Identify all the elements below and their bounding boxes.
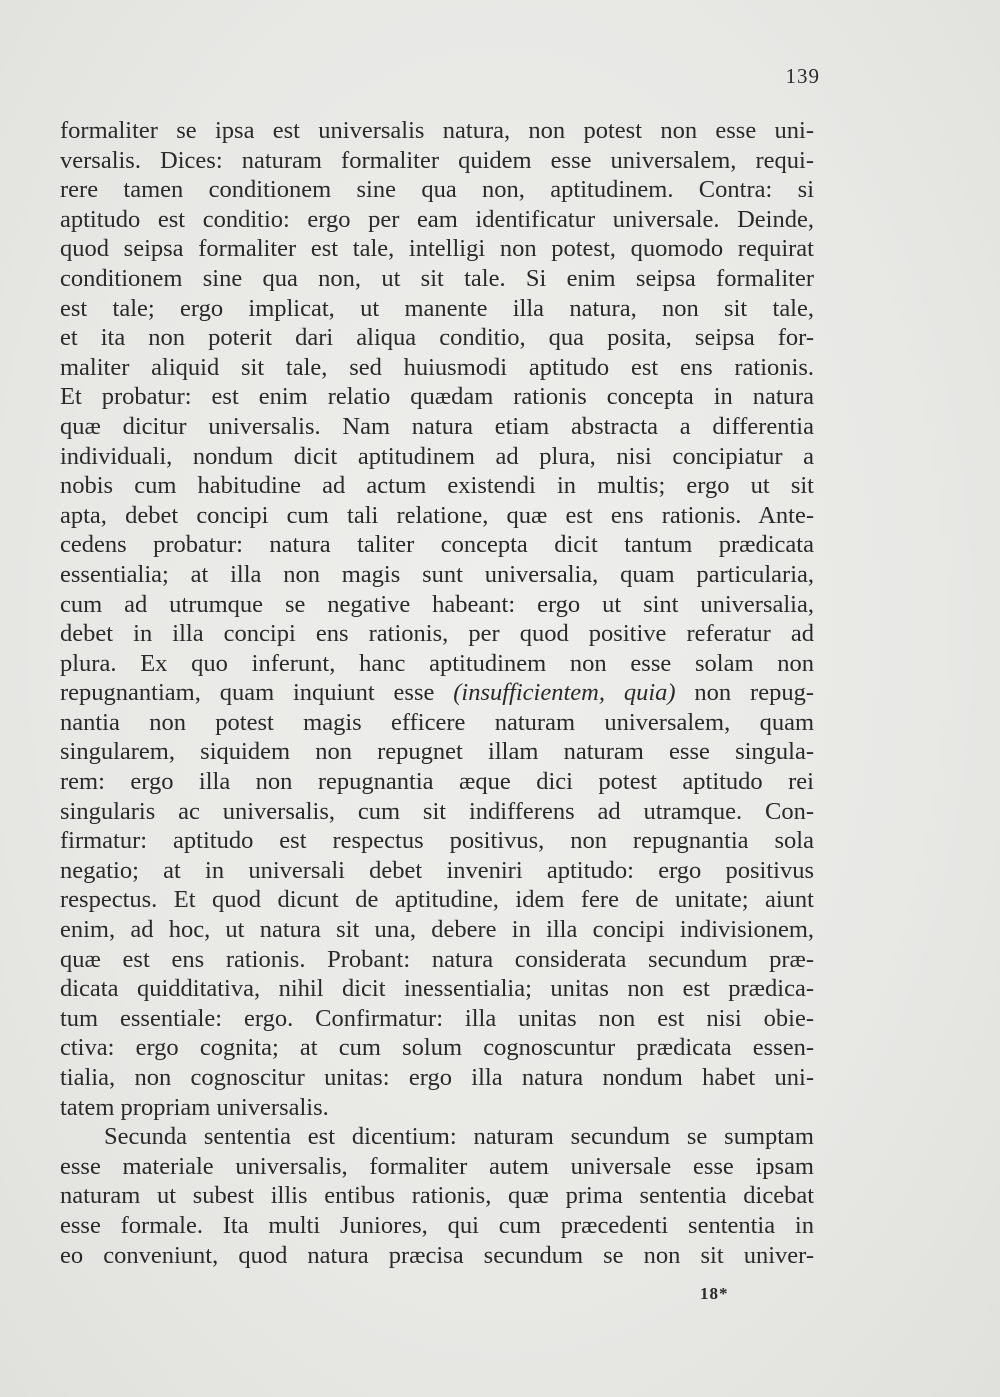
text-line: quæ dicitur universalis. Nam natura etiam abstracta a differentia [60,412,814,440]
text-line: tatem propriam universalis. [60,1093,329,1121]
text-line: individuali, nondum dicit aptitudinem ad plura, nisi concipiatur a [60,442,814,470]
text-line: conditionem sine qua non, ut sit tale. Si enim seipsa formaliter [60,264,814,292]
text-line: apta, debet concipi cum tali relatione, quæ est ens rationis. Ante- [60,501,814,529]
text-line: est tale; ergo implicat, ut manente illa natura, non sit tale, [60,294,814,322]
text-line: Et probatur: est enim relatio quædam rationis concepta in natura [60,383,814,411]
text-line: esse materiale universalis, formaliter autem universale esse ipsam [60,1152,814,1180]
text-line: ctiva: ergo cognita; at cum solum cognoscuntur prædicata essen- [60,1034,814,1062]
text-line: Secunda sententia est dicentium: naturam secundum se sumptam [104,1123,814,1151]
signature-mark: 18* [700,1284,729,1303]
text-line: respectus. Et quod dicunt de aptitudine, idem fere de unitate; aiunt [60,886,814,914]
text-line: formaliter se ipsa est universalis natura, non potest non esse uni- [60,117,814,144]
text-line: et ita non poterit dari aliqua conditio, qua posita, seipsa for- [60,324,814,352]
text-line: dicata quidditativa, nihil dicit inessentialia; unitas non est prædica- [60,975,814,1003]
page-number: 139 [785,64,820,88]
text-line: singularem, siquidem non repugnet illam naturam esse singula- [60,738,814,766]
text-line: essentialia; at illa non magis sunt universalia, quam particularia, [60,560,814,588]
text-line: nantia non potest magis efficere naturam universalem, quam [60,708,814,736]
text-line: quæ est ens rationis. Probant: natura considerata secundum præ- [60,945,814,973]
text-line: rere tamen conditionem sine qua non, aptitudinem. Contra: si [60,176,814,204]
text-line: enim, ad hoc, ut natura sit una, debere in illa concipi indivisionem, [60,916,814,944]
text-line: quod seipsa formaliter est tale, intelligi non potest, quomodo requirat [60,235,814,263]
text-line: versalis. Dices: naturam formaliter quidem esse universalem, requi- [60,146,814,174]
text-segment: repugnantiam, quam inquiunt esse [60,679,454,707]
italic-phrase: (insufficientem, quia) [453,679,676,707]
body-text [60,116,814,1270]
text-line: maliter aliquid sit tale, sed huiusmodi aptitudo est ens rationis. [60,353,814,381]
text-line: singularis ac universalis, cum sit indifferens ad utramque. Con- [60,797,814,825]
text-line: rem: ergo illa non repugnantia æque dici potest aptitudo rei [60,768,814,796]
text-line: negatio; at in universali debet inveniri aptitudo: ergo positivus [60,856,814,884]
text-line: tum essentiale: ergo. Confirmatur: illa unitas non est nisi obie- [60,1004,814,1032]
text-line: debet in illa concipi ens rationis, per quod positive referatur ad [60,620,814,648]
text-line: esse formale. Ita multi Juniores, qui cum præcedenti sententia in [60,1211,814,1239]
text-line-with-italic [60,678,814,708]
text-line: naturam ut subest illis entibus rationis, quæ prima sententia dicebat [60,1182,814,1210]
text-line: cum ad utrumque se negative habeant: ergo ut sint universalia, [60,590,814,618]
text-segment: non repug- [675,679,814,707]
text-line: aptitudo est conditio: ergo per eam identificatur universale. Deinde, [60,205,814,233]
text-line: firmatur: aptitudo est respectus positivus, non repugnantia sola [60,827,814,855]
text-line: cedens probatur: natura taliter concepta dicit tantum prædicata [60,531,814,559]
text-line: tialia, non cognoscitur unitas: ergo illa natura nondum habet uni- [60,1064,814,1091]
text-line: plura. Ex quo inferunt, hanc aptitudinem non esse solam non [60,649,814,677]
text-line: nobis cum habitudine ad actum existendi in multis; ergo ut sit [60,472,814,500]
text-line: eo conveniunt, quod natura præcisa secundum se non sit univer- [60,1241,814,1269]
